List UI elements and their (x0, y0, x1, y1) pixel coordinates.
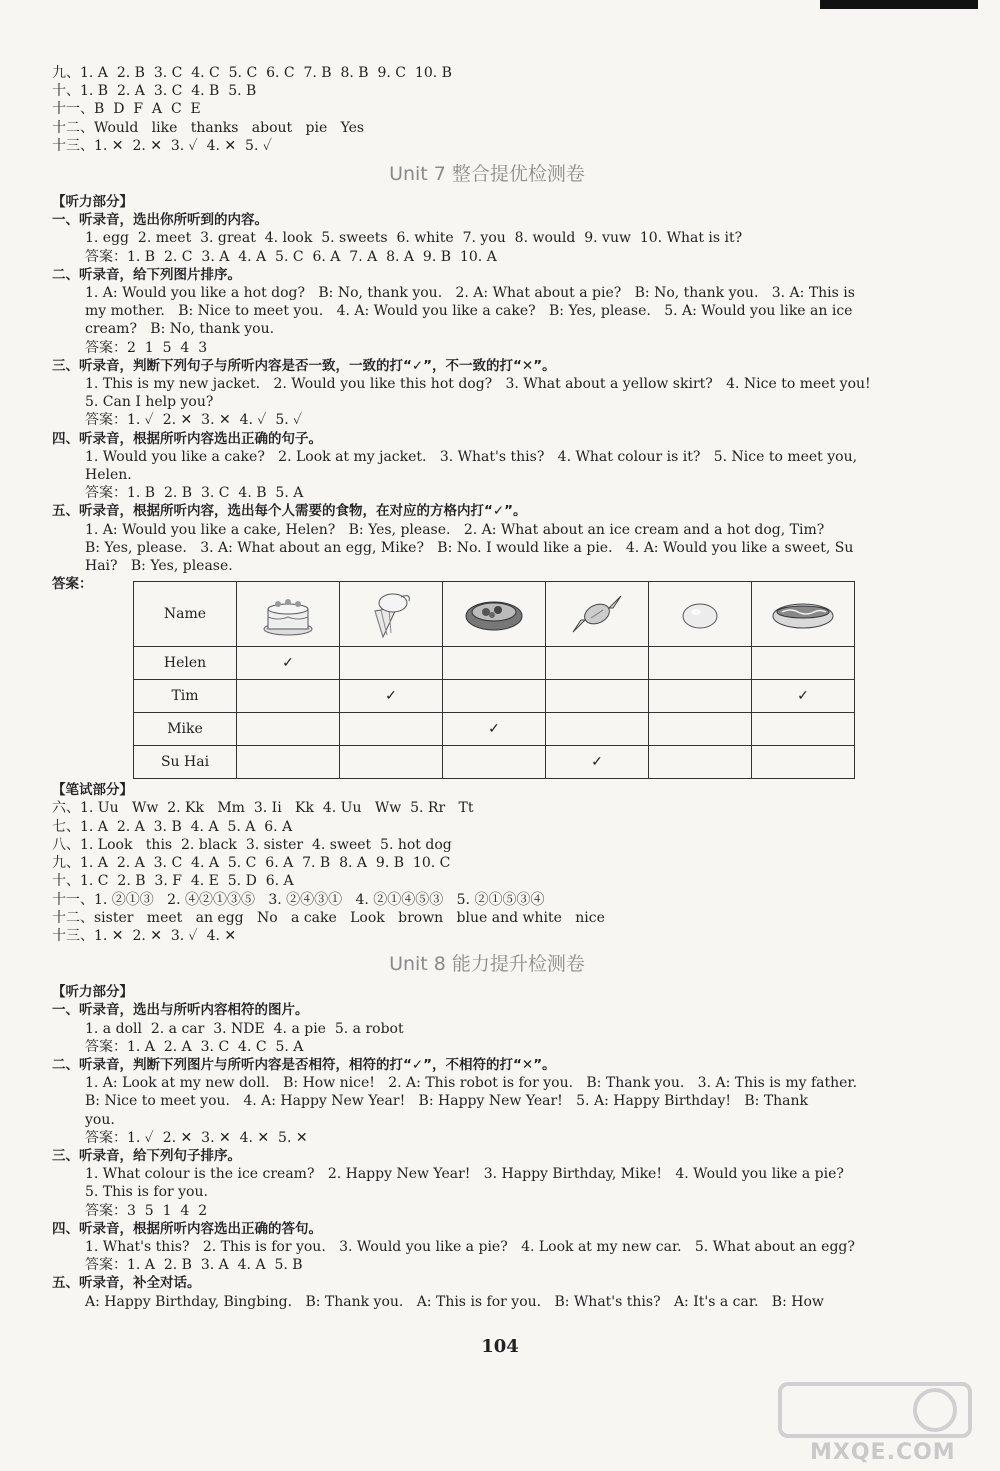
check-cell: ✓ (752, 680, 855, 713)
answer-line: 5. This is for you. (85, 1184, 208, 1201)
answer-line: 1. egg 2. meet 3. great 4. look 5. sweets 6. white 7. you 8. would 9. vuw 10. What is it? (85, 230, 743, 247)
answer-line: 十二、Would like thanks about pie Yes (52, 119, 365, 136)
page-number: 104 (481, 1336, 519, 1357)
answer-line: 十一、B D F A C E (52, 101, 201, 118)
unit8-listening (52, 983, 922, 1311)
check-cell (546, 680, 649, 713)
answer-line: A: Happy Birthday, Bingbing. B: Thank you. A: This is for you. B: What's this? A: It's a car. B: How (85, 1293, 824, 1310)
answer-line: 1. What colour is the ice cream? 2. Happy New Year! 3. Happy Birthday, Mike! 4. Would you like a pie? (85, 1166, 844, 1183)
written-section (52, 781, 922, 945)
answer-line: 1. A: Would you like a hot dog? B: No, thank you. 2. A: What about a pie? B: No, thank you. 3. A: This is (85, 285, 855, 302)
ice-cream-icon (340, 582, 443, 647)
answer-line: 答案：1. A 2. A 3. C 4. C 5. A (85, 1038, 304, 1055)
answer-line: B: Nice to meet you. 4. A: Happy New Year! B: Happy New Year! 5. A: Happy Birthday! B: Thank (85, 1093, 809, 1110)
answer-line: cream? B: No, thank you. (85, 321, 275, 338)
section-heading: 四、听录音，根据所听内容选出正确的答句。 (52, 1220, 322, 1237)
pie-icon (443, 582, 546, 647)
answer-line: 十一、1. ②①③ 2. ④②①③⑤ 3. ②④③① 4. ②①④⑤③ 5. ②①⑤③④ (52, 891, 545, 908)
check-cell (443, 647, 546, 680)
table-row (134, 746, 855, 779)
answer-line: 1. What's this? 2. This is for you. 3. Would you like a pie? 4. Look at my new car. 5. What about an egg? (85, 1238, 855, 1255)
answer-line: 答案：1. B 2. B 3. C 4. B 5. A (85, 485, 304, 502)
answer-line: B: Yes, please. 3. A: What about an egg, Mike? B: No. I would like a pie. 4. A: Would you like a sweet, Su (85, 539, 854, 556)
answer-line: 答案：1. ✓ 2. ✕ 3. ✕ 4. ✕ 5. ✕ (85, 1129, 308, 1146)
answer-line: 十二、sister meet an egg No a cake Look brown blue and white nice (52, 909, 605, 926)
answer-line: my mother. B: Nice to meet you. 4. A: Would you like a cake? B: Yes, please. 5. A: Would you like an ice (85, 303, 853, 320)
check-cell: ✓ (443, 713, 546, 746)
answer-label: 答案： (52, 576, 93, 593)
check-cell (649, 746, 752, 779)
check-cell (752, 713, 855, 746)
check-cell (546, 647, 649, 680)
table-header-row (134, 582, 855, 647)
section-heading: 【笔试部分】 (52, 782, 133, 799)
section-heading: 一、听录音，选出你所听到的内容。 (52, 212, 268, 229)
check-cell (237, 713, 340, 746)
watermark-text: MXQE.COM (810, 1440, 956, 1465)
row-name: Su Hai (134, 746, 237, 779)
answer-table (133, 581, 855, 779)
check-cell (752, 647, 855, 680)
section-heading: 二、听录音，判断下列图片与所听内容是否相符，相符的打“✓”，不相符的打“✕”。 (52, 1056, 556, 1073)
row-name: Tim (134, 680, 237, 713)
answer-line: 十、1. B 2. A 3. C 4. B 5. B (52, 83, 257, 100)
section-heading: 【听力部分】 (52, 194, 133, 211)
row-name: Mike (134, 713, 237, 746)
check-cell (237, 746, 340, 779)
answer-line: 1. a doll 2. a car 3. NDE 4. a pie 5. a robot (85, 1020, 404, 1037)
check-cell: ✓ (546, 746, 649, 779)
cake-icon (237, 582, 340, 647)
check-cell (340, 647, 443, 680)
check-cell (340, 746, 443, 779)
answer-line: 六、1. Uu Ww 2. Kk Mm 3. Ii Kk 4. Uu Ww 5. Rr Tt (52, 800, 474, 817)
answer-page (52, 64, 922, 1311)
answer-table-block (52, 575, 922, 779)
answer-line: 答案：3 5 1 4 2 (85, 1202, 208, 1219)
unit7-listening (52, 193, 922, 575)
hot-dog-icon (752, 582, 855, 647)
answer-line: 5. Can I help you? (85, 394, 214, 411)
answer-line: 答案：1. B 2. C 3. A 4. A 5. C 6. A 7. A 8. A 9. B 10. A (85, 248, 497, 265)
answer-line: 九、1. A 2. A 3. C 4. A 5. C 6. A 7. B 8. A 9. B 10. C (52, 855, 451, 872)
answer-line: 答案：1. ✓ 2. ✕ 3. ✕ 4. ✓ 5. ✓ (85, 412, 303, 429)
top-edge-bar (820, 0, 978, 9)
section-heading: 三、听录音，判断下列句子与所听内容是否一致，一致的打“✓”，不一致的打“✕”。 (52, 357, 556, 374)
name-header: Name (134, 582, 237, 647)
sweet-icon (546, 582, 649, 647)
answer-line: Helen. (85, 467, 132, 484)
answer-line: 十、1. C 2. B 3. F 4. E 5. D 6. A (52, 873, 294, 890)
section-heading: 二、听录音，给下列图片排序。 (52, 266, 241, 283)
check-cell (546, 713, 649, 746)
check-cell (237, 680, 340, 713)
answer-line: 十三、1. ✕ 2. ✕ 3. ✓ 4. ✕ (52, 927, 237, 944)
previous-answers (52, 64, 922, 155)
check-cell: ✓ (237, 647, 340, 680)
section-heading: 五、听录音，补全对话。 (52, 1275, 201, 1292)
answer-line: 十三、1. ✕ 2. ✕ 3. ✓ 4. ✕ 5. ✓ (52, 137, 272, 154)
check-cell (752, 746, 855, 779)
answer-line: 1. Would you like a cake? 2. Look at my jacket. 3. What's this? 4. What colour is it? 5. Nice to meet you, (85, 448, 858, 465)
check-cell (649, 647, 752, 680)
row-name: Helen (134, 647, 237, 680)
section-heading: 三、听录音，给下列句子排序。 (52, 1147, 241, 1164)
answer-line: 八、1. Look this 2. black 3. sister 4. sweet 5. hot dog (52, 836, 452, 853)
answer-line: 答案：1. A 2. B 3. A 4. A 5. B (85, 1257, 303, 1274)
section-heading: 五、听录音，根据所听内容，选出每个人需要的食物，在对应的方格内打“✓”。 (52, 503, 527, 520)
answer-line: 九、1. A 2. B 3. C 4. C 5. C 6. C 7. B 8. B 9. C 10. B (52, 65, 452, 81)
check-cell: ✓ (340, 680, 443, 713)
table-row (134, 680, 855, 713)
answer-line: 1. A: Look at my new doll. B: How nice! 2. A: This robot is for you. B: Thank you. 3. A: This is my father. (85, 1075, 858, 1092)
answer-line: Hai? B: Yes, please. (85, 558, 233, 575)
answer-line: 1. A: Would you like a cake, Helen? B: Yes, please. 2. A: What about an ice cream and a hot dog, Tim? (85, 521, 825, 538)
check-cell (649, 680, 752, 713)
check-cell (443, 746, 546, 779)
unit8-title: Unit 8 能力提升检测卷 (389, 953, 585, 976)
check-cell (649, 713, 752, 746)
answer-line: you. (85, 1111, 115, 1128)
unit7-title: Unit 7 整合提优检测卷 (389, 163, 585, 186)
answer-line: 七、1. A 2. A 3. B 4. A 5. A 6. A (52, 818, 293, 835)
section-heading: 一、听录音，选出与所听内容相符的图片。 (52, 1002, 309, 1019)
egg-icon (649, 582, 752, 647)
table-row (134, 647, 855, 680)
section-heading: 【听力部分】 (52, 984, 133, 1001)
check-cell (340, 713, 443, 746)
answer-line: 1. This is my new jacket. 2. Would you like this hot dog? 3. What about a yellow skirt? 4. Nice to meet you! (85, 376, 871, 393)
section-heading: 四、听录音，根据所听内容选出正确的句子。 (52, 430, 322, 447)
answer-line: 答案：2 1 5 4 3 (85, 339, 208, 356)
check-cell (443, 680, 546, 713)
table-row (134, 713, 855, 746)
